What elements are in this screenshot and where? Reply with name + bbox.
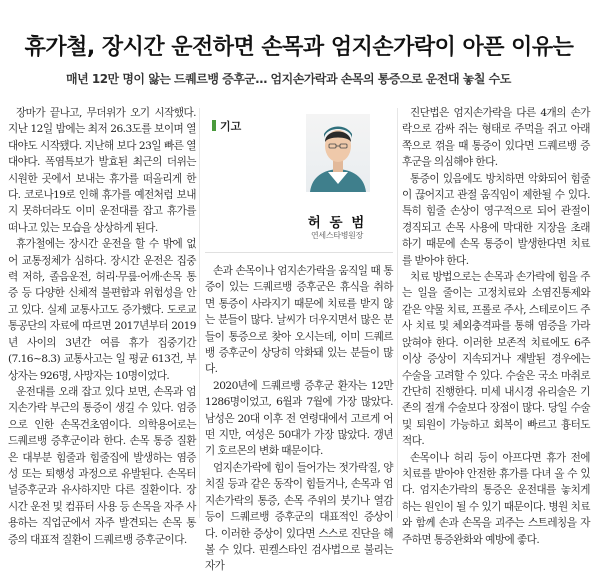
paragraph: 통증이 있음에도 방치하면 악화되어 힘줄이 끊어지고 관절 움직임이 제한될 수 있다. 특히 힘줄 손상이 영구적으로 되어 관절이 경직되고 손목 사용에 막대한 지장을 초래하기 때문에 손목 통증이 발생한다면 치료를 받아야 한다.: [402, 172, 590, 267]
paragraph: 손과 손목이나 엄지손가락을 움직일 때 통증이 있는 드퀘르뱅 증후군은 휴식을 취하면 통증이 사라지기 때문에 치료를 받지 않는 분들이 많다. 날씨가 더우지면서 많은 분들이 통증으로 찾아 오시는데, 이미 드퀘르뱅 증후군이 상당히 악화돼 있는 분들이 많다.: [205, 265, 393, 376]
author-photo: [306, 114, 370, 192]
body-column-1: [8, 105, 196, 548]
author-name: 허 동 범: [307, 215, 367, 231]
article-headline: 휴가철, 장시간 운전하면 손목과 엄지손가락이 아픈 이유는: [24, 35, 574, 60]
paragraph: 진단법은 엄지손가락을 다른 4개의 손가락으로 감싸 쥐는 형태로 주먹을 쥐고 아래쪽으로 꺾을 때 통증이 있다면 드퀘르뱅 증후군을 의심해야 한다.: [402, 107, 590, 169]
paragraph: 엄지손가락에 힘이 들어가는 젓가락질, 양치질 등과 같은 동작이 힘들거나, 손목과 엄지손가락의 통증, 손목 주위의 붓기나 열감 등이 드퀘르뱅 증후군의 대표적인 증상이다. 이러한 증상이 있다면 스스로 진단을 해볼 수 있다. 핀켈스타인 검사법으로 불리는 자가: [205, 461, 393, 573]
body-column-3: [402, 105, 590, 548]
section-label: [212, 118, 241, 134]
article-subheadline: 매년 12만 명이 앓는 드퀘르뱅 증후군… 엄지손가락과 손목의 통증으로 운전대 놓칠 수도: [66, 72, 511, 86]
body-column-2: [205, 263, 393, 575]
paragraph: 치료 방법으로는 손목과 손가락에 힘을 주는 일을 줄이는 고정치료와 소염진통제와 같은 약물 치료, 프롤로 주사, 스테로이드 주사 치료 및 체외충격파를 통해 염증을 가라 앉혀야 한다. 이러한 보존적 치료에도 6주 이상 증상이 지속되거나 재발된 경우에는 수술을 고려할 수 있다. 수술은 국소 마취로 간단히 진행한다. 미세 내시경 유리술은 기존의 절개 수술보다 장점이 많다. 당일 수술 및 퇴원이 가능하고 회복이 빠르고 흉터도 적다.: [402, 271, 590, 448]
column-divider: [199, 108, 200, 518]
paragraph: 운전대를 오래 잡고 있다 보면, 손목과 엄지손가락 부근의 통증이 생길 수 있다. 엄증으로 인한 손목건초염이다. 의학용어로는 드퀘르뱅 증후군이라 한다. 손목 통증 질환은 대부분 힘줄과 힘줄집에 발생하는 염증성 또는 퇴행성 과정으로 유발된다. 손목터널증후군과 유사하지만 다른 질환이다. 장시간 운전 및 컴퓨터 사용 등 손목을 자주 사용하는 직업군에서 자주 발견되는 손목 통증의 대표적 질환이 드퀘르뱅 증후군이다.: [8, 385, 196, 546]
paragraph: 장마가 끝나고, 무더위가 오기 시작했다. 지난 12일 밤에는 최저 26.3도를 보이며 열대야도 시작됐다. 지난해 보다 23일 빠른 열대야다. 폭염특보가 발효된 최근의 더위는 시원한 곳에서 보내는 휴가를 떠올리게 한다. 코로나19로 인해 휴가를 예전처럼 보내지 못하더라도 이미 운전대를 잡고 휴가를 떠나고 있는 모습을 상상하게 된다.: [8, 107, 196, 234]
author-title: 연세스타병원장: [311, 231, 363, 240]
section-marker: [212, 120, 216, 131]
column-divider: [397, 108, 398, 518]
author-portrait-icon: [306, 114, 370, 192]
paragraph: 휴가철에는 장시간 운전을 할 수 밖에 없어 교통정체가 심하다. 장시간 운전은 집중력 저하, 졸음운전, 허리·무릎·어깨·손목 통증 등 다양한 신체적 불편함과 위험성을 안고 있다. 실제 교통사고도 증가했다. 도로교통공단의 자료에 따르면 2017년부터 2019년 사이의 3년간 여름 휴가 집중기간(7.16~8.3) 교통사고는 일 평균 613건, 부상자는 926명, 사망자는 10명이었다.: [8, 238, 196, 382]
paragraph: 손목이나 허리 등이 아프다면 휴가 전에 치료를 받아야 안전한 휴가를 다녀 올 수 있다. 엄지손가락의 통증은 운전대를 놓치게 하는 원인이 될 수 있기 때문이다. 병원 치료와 함께 손과 손목을 괴주는 스트레칭을 자주하면 통증완화와 예방에 좋다.: [402, 451, 590, 546]
section-label-text: 기고: [220, 120, 242, 133]
paragraph: 2020년에 드퀘르뱅 증후군 환자는 12만 1286명이었고, 6월과 7월에 가장 많았다. 남성은 20대 이후 전 연령대에서 고르게 어떤 지만, 여성은 50대가 가장 많았다. 갱년기 호르몬의 변화 때문이다.: [205, 379, 393, 458]
contributor-box: [205, 110, 393, 253]
